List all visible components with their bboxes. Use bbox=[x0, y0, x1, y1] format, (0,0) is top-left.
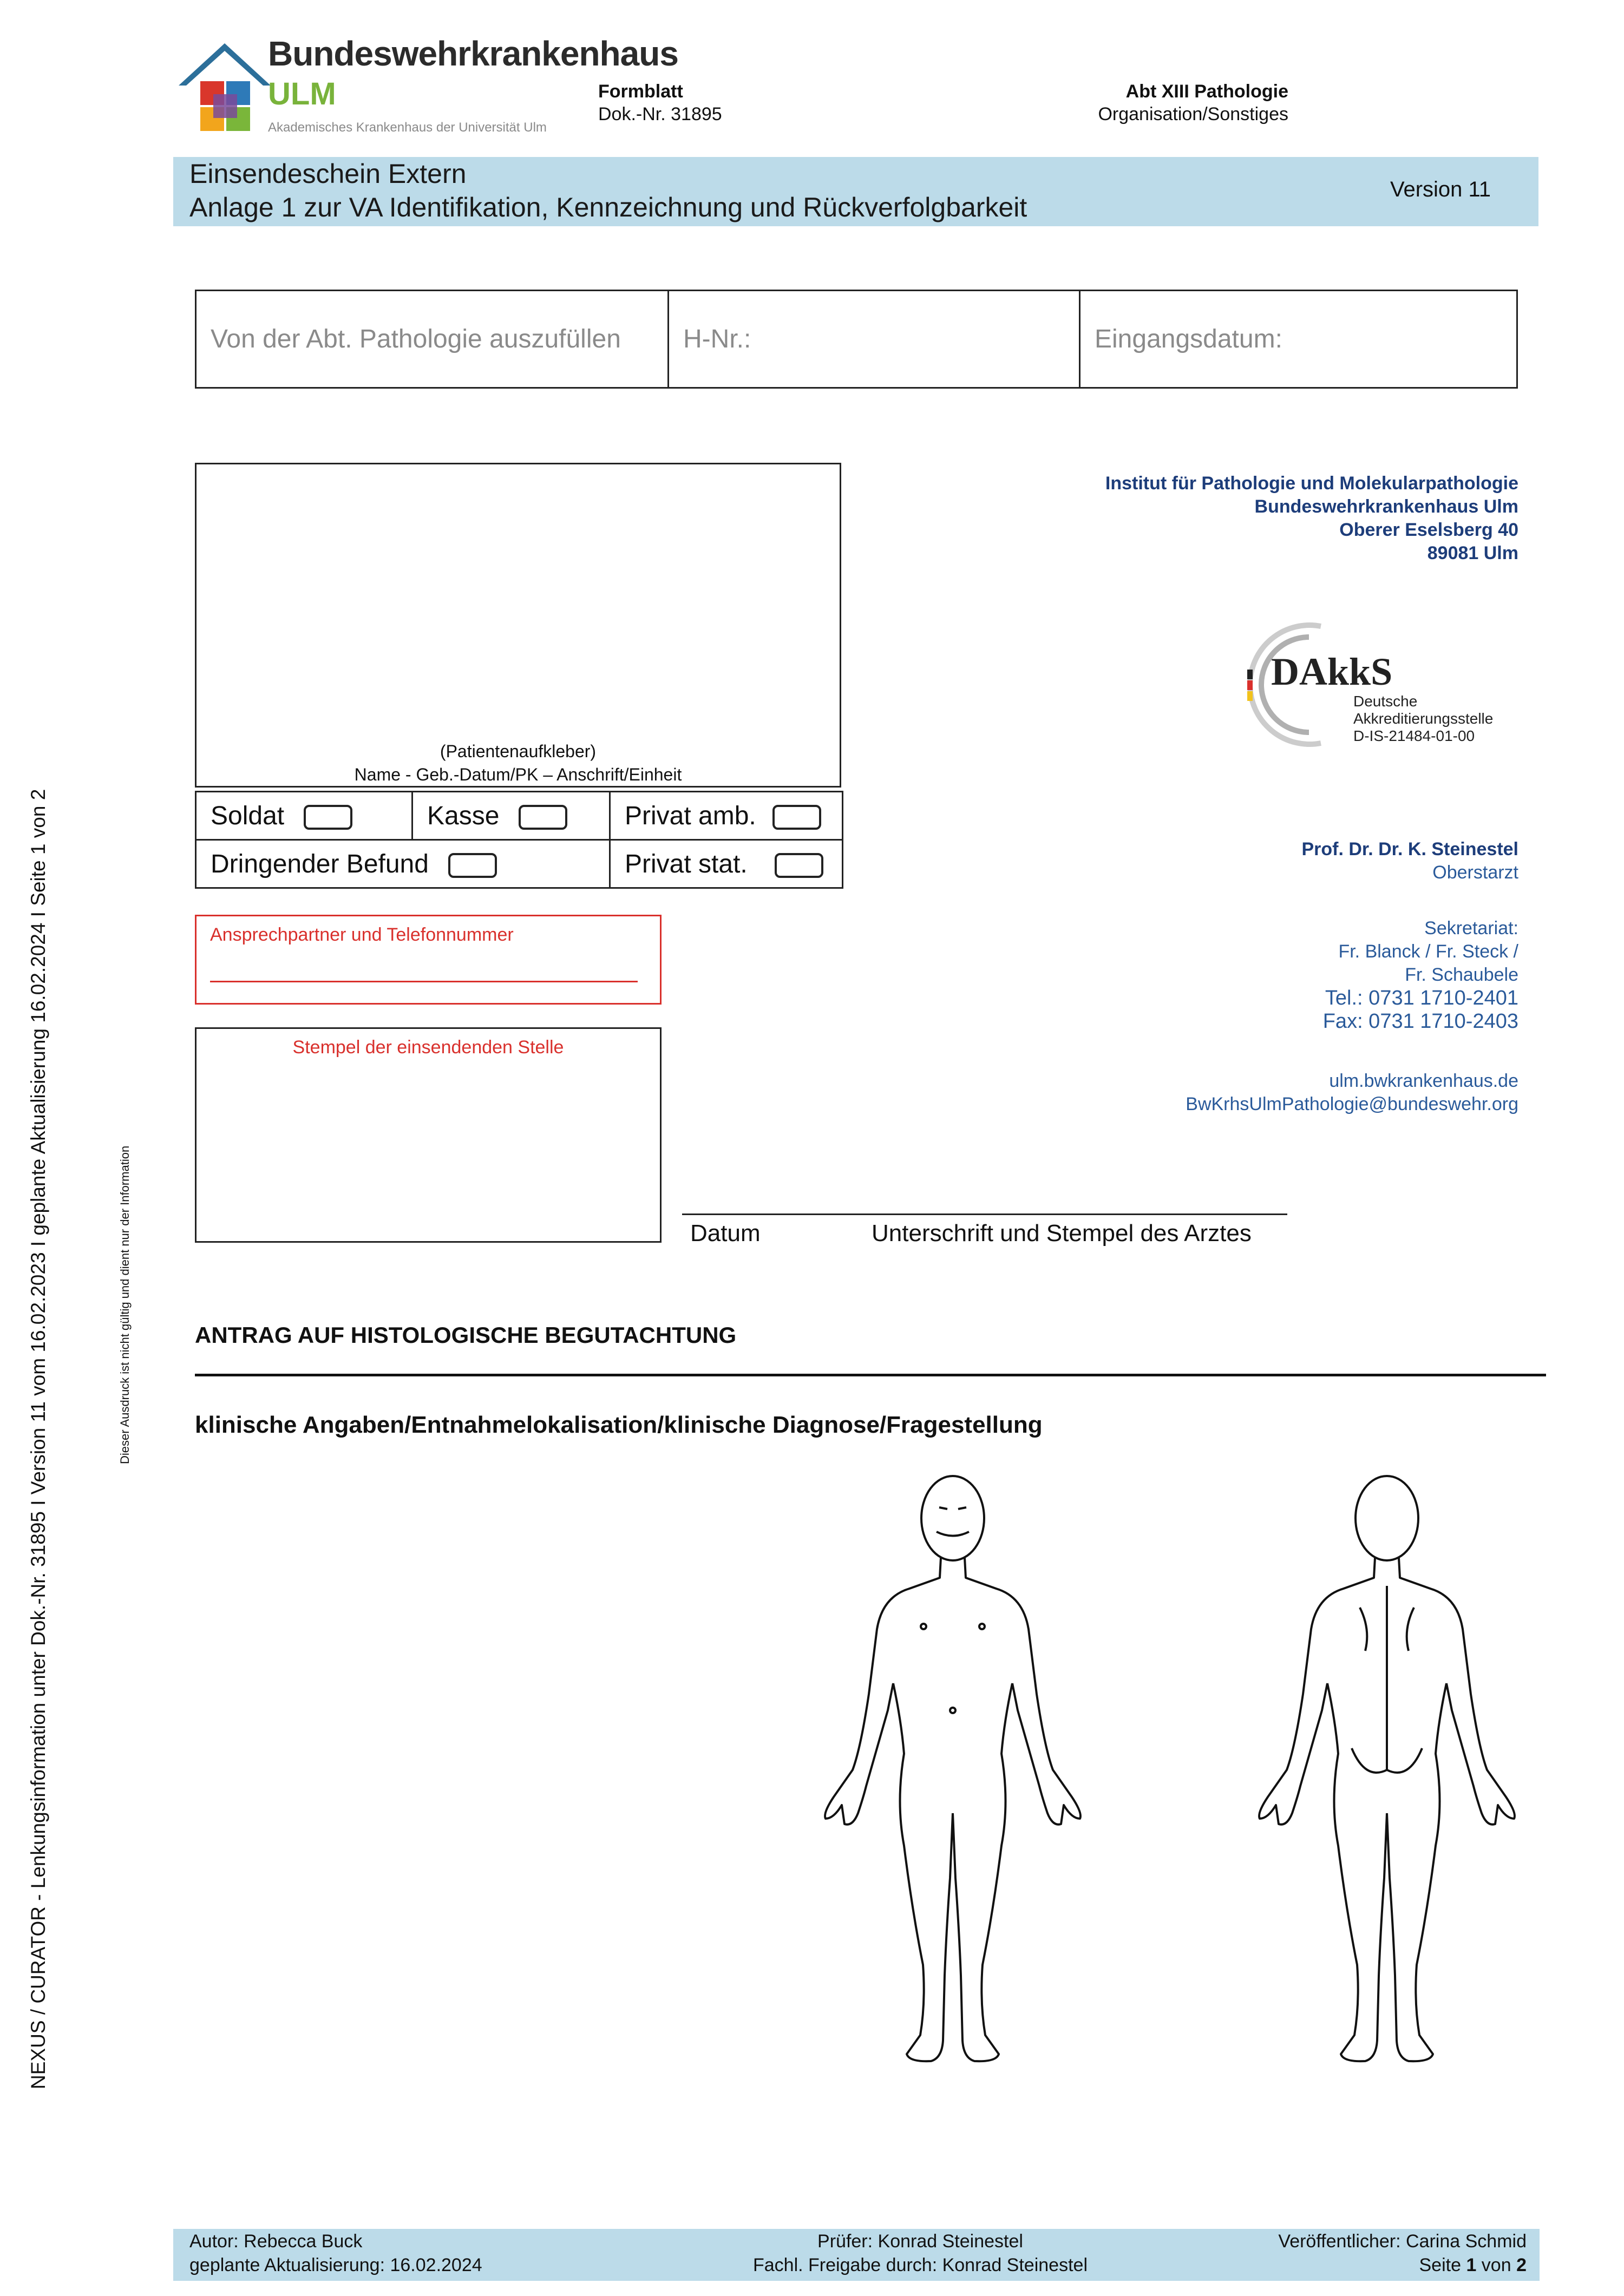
footer-release: Fachl. Freigabe durch: Konrad Steinestel bbox=[752, 2255, 1088, 2275]
dakks-line2: Akkreditierungsstelle bbox=[1353, 710, 1494, 727]
sender-stamp-box[interactable] bbox=[195, 1027, 662, 1243]
footer-author: Autor: Rebecca Buck bbox=[189, 2231, 363, 2252]
sidebar-document-info: NEXUS / CURATOR - Lenkungsinformation unter Dok.-Nr. 31895 I Version 11 vom 16.02.2023 I geplante Aktualisierung 16.02.2024 I Seite 1 von 2 bbox=[27, 789, 49, 2089]
doc-type: Formblatt bbox=[598, 81, 683, 102]
website-link[interactable]: ulm.bwkrankenhaus.de bbox=[1329, 1071, 1518, 1091]
sticker-label: (Patientenaufkleber) bbox=[440, 742, 597, 761]
dakks-line1: Deutsche bbox=[1353, 693, 1418, 710]
registration-label: Von der Abt. Pathologie auszufüllen bbox=[196, 291, 669, 388]
doc-category: Organisation/Sonstiges bbox=[1098, 104, 1288, 124]
logo-tagline: Akademisches Krankenhaus der Universität Ulm bbox=[268, 120, 547, 135]
sticker-fields: Name - Geb.-Datum/PK – Anschrift/Einheit bbox=[354, 765, 682, 784]
institute-street: Oberer Eselsberg 40 bbox=[1339, 520, 1518, 540]
chief-name: Prof. Dr. Dr. K. Steinestel bbox=[1301, 839, 1518, 860]
dakks-brand: DAkkS bbox=[1271, 650, 1393, 693]
checkbox-privat-stat[interactable] bbox=[775, 853, 823, 878]
dakks-logo bbox=[1240, 614, 1521, 755]
logo-title: Bundeswehrkrankenhaus bbox=[268, 34, 678, 73]
option-privat-stat-label: Privat stat. bbox=[625, 849, 748, 878]
email-link[interactable]: BwKrhsUlmPathologie@bundeswehr.org bbox=[1186, 1094, 1518, 1114]
page-mid: von bbox=[1476, 2255, 1517, 2275]
secretariat-names-2: Fr. Schaubele bbox=[1405, 965, 1518, 985]
checkbox-privat-amb[interactable] bbox=[772, 805, 821, 830]
institute-name: Institut für Pathologie und Molekularpathologie bbox=[1105, 473, 1518, 494]
form-subtitle: Anlage 1 zur VA Identifikation, Kennzeichnung und Rückverfolgbarkeit bbox=[189, 192, 1027, 222]
checkbox-soldat[interactable] bbox=[304, 805, 352, 830]
option-kasse-label: Kasse bbox=[427, 801, 500, 830]
page-prefix: Seite bbox=[1419, 2255, 1466, 2275]
sidebar-print-note: Dieser Ausdruck ist nicht gültig und dient nur der Information bbox=[118, 1145, 132, 1464]
h-nr-field[interactable]: H-Nr.: bbox=[669, 291, 1080, 388]
option-privat-amb-label: Privat amb. bbox=[625, 801, 756, 830]
option-soldat[interactable] bbox=[196, 792, 412, 840]
footer-publisher: Veröffentlicher: Carina Schmid bbox=[1278, 2231, 1527, 2252]
checkbox-kasse[interactable] bbox=[519, 805, 567, 830]
registration-table bbox=[195, 290, 1518, 389]
version-label: Version 11 bbox=[1390, 178, 1491, 201]
form-title: Einsendeschein Extern bbox=[189, 159, 467, 189]
heading-divider bbox=[195, 1374, 1546, 1376]
department: Abt XIII Pathologie bbox=[1125, 81, 1288, 102]
checkbox-dringend[interactable] bbox=[448, 853, 497, 878]
option-soldat-label: Soldat bbox=[211, 801, 285, 830]
page-current: 1 bbox=[1466, 2255, 1477, 2275]
contact-label: Ansprechpartner und Telefonnummer bbox=[210, 924, 514, 945]
billing-type-table bbox=[195, 791, 843, 889]
institute-city: 89081 Ulm bbox=[1427, 543, 1518, 563]
chief-title: Oberstarzt bbox=[1432, 862, 1518, 883]
receipt-date-field[interactable]: Eingangsdatum: bbox=[1080, 291, 1517, 388]
option-kasse[interactable] bbox=[412, 792, 610, 840]
body-outline-back[interactable] bbox=[1235, 1467, 1538, 2078]
secretariat-fax: Fax: 0731 1710-2403 bbox=[1322, 1010, 1518, 1033]
contact-input-line[interactable] bbox=[210, 981, 638, 982]
dakks-code: D-IS-21484-01-00 bbox=[1353, 727, 1475, 744]
sender-stamp-label: Stempel der einsendenden Stelle bbox=[292, 1037, 564, 1058]
footer-reviewer: Prüfer: Konrad Steinestel bbox=[817, 2231, 1023, 2252]
option-dringend[interactable] bbox=[196, 840, 610, 888]
option-privat-stat[interactable] bbox=[610, 840, 843, 888]
footer-page bbox=[1419, 2255, 1527, 2276]
doc-number: Dok.-Nr. 31895 bbox=[598, 104, 722, 124]
secretariat-names-1: Fr. Blanck / Fr. Steck / bbox=[1338, 941, 1518, 962]
page-total: 2 bbox=[1516, 2255, 1527, 2275]
secretariat-label: Sekretariat: bbox=[1424, 918, 1518, 939]
patient-sticker-area[interactable] bbox=[195, 463, 841, 788]
signature-date-label: Datum bbox=[690, 1220, 761, 1247]
body-outline-front[interactable] bbox=[801, 1467, 1104, 2078]
option-privat-amb[interactable] bbox=[610, 792, 843, 840]
clinical-info-label: klinische Angaben/Entnahmelokalisation/klinische Diagnose/Fragestellung bbox=[195, 1412, 1043, 1438]
footer-update: geplante Aktualisierung: 16.02.2024 bbox=[189, 2255, 482, 2275]
option-dringend-label: Dringender Befund bbox=[211, 849, 429, 878]
form-heading: ANTRAG AUF HISTOLOGISCHE BEGUTACHTUNG bbox=[195, 1322, 737, 1348]
secretariat-tel: Tel.: 0731 1710-2401 bbox=[1325, 987, 1518, 1009]
institute-hospital: Bundeswehrkrankenhaus Ulm bbox=[1254, 496, 1518, 517]
signature-line[interactable] bbox=[682, 1213, 1287, 1215]
signature-label: Unterschrift und Stempel des Arztes bbox=[872, 1220, 1252, 1247]
logo-subtitle: ULM bbox=[268, 76, 336, 111]
